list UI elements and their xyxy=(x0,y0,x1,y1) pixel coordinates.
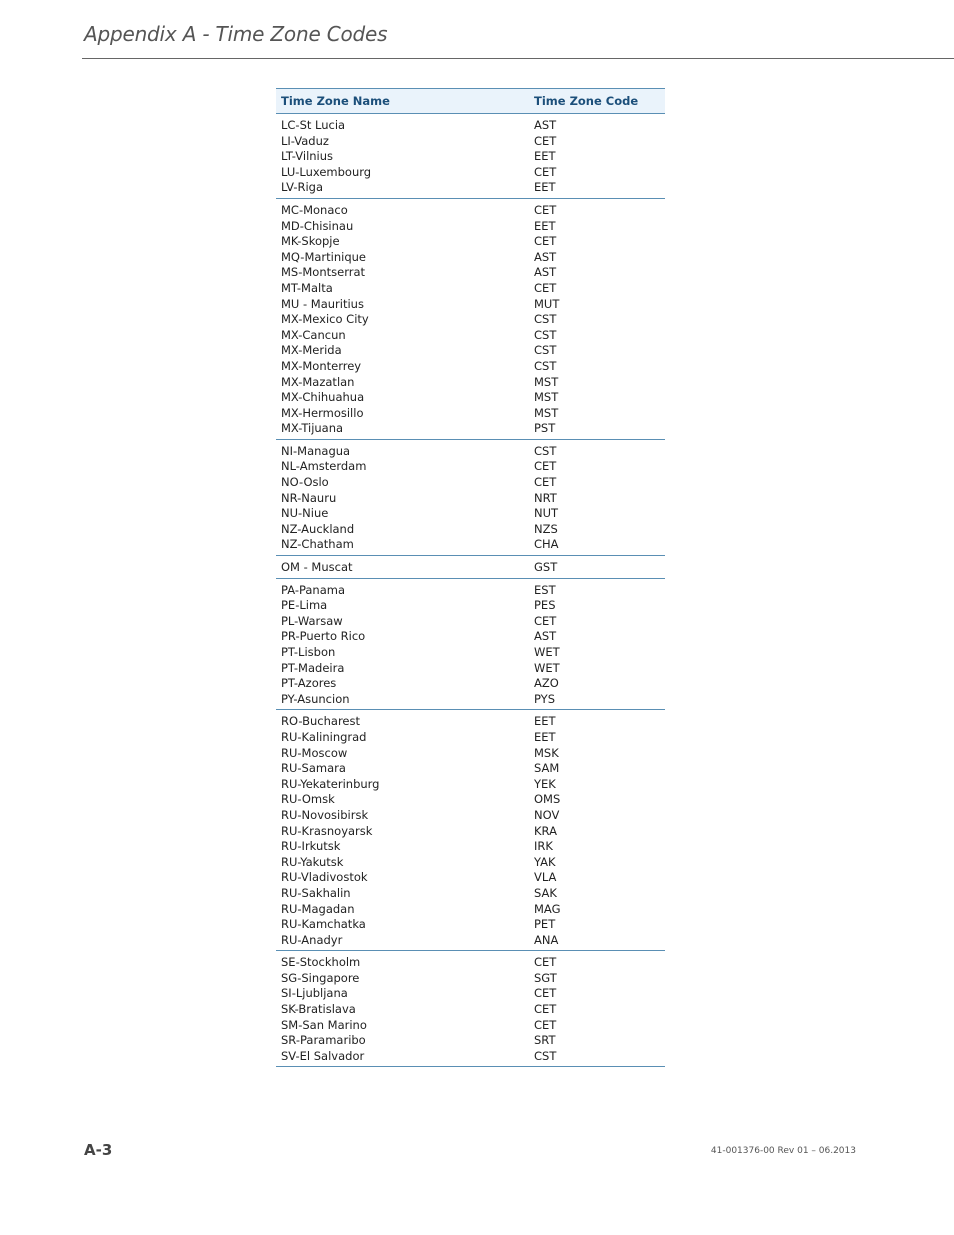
time-zone-code-cell: AST xyxy=(534,265,557,280)
time-zone-name-cell: LC-St Lucia xyxy=(281,118,346,132)
time-zone-name-cell: LI-Vaduz xyxy=(281,133,329,148)
time-zone-name-cell: RU-Anadyr xyxy=(281,932,343,947)
time-zone-name-cell: PT-Azores xyxy=(281,676,337,691)
time-zone-code-cell: CET xyxy=(534,955,557,970)
table-row xyxy=(276,444,665,460)
table-row xyxy=(276,203,665,219)
table-row xyxy=(276,149,665,165)
time-zone-name-cell: NI-Managua xyxy=(281,443,351,458)
time-zone-name-cell: MU - Mauritius xyxy=(281,296,364,311)
page-title: Appendix A - Time Zone Codes xyxy=(84,22,388,46)
table-row xyxy=(276,537,665,553)
time-zone-name-cell: MX-Merida xyxy=(281,343,342,358)
time-zone-code-cell: CET xyxy=(534,986,557,1001)
time-zone-code-cell: KRA xyxy=(534,823,557,838)
table-row xyxy=(276,219,665,235)
time-zone-code-cell: WET xyxy=(534,660,560,675)
time-zone-code-cell: EET xyxy=(534,714,556,729)
time-zone-name-cell: MX-Cancun xyxy=(281,327,346,342)
time-zone-name-cell: NL-Amsterdam xyxy=(281,459,367,474)
table-header-row xyxy=(276,88,665,114)
table-row xyxy=(276,312,665,328)
table-row xyxy=(276,955,665,971)
time-zone-name-cell: LU-Luxembourg xyxy=(281,164,372,179)
time-zone-name-cell: RU-Irkutsk xyxy=(281,839,341,854)
column-header-name: Time Zone Name xyxy=(281,94,390,108)
table-row xyxy=(276,297,665,313)
table-row xyxy=(276,343,665,359)
time-zone-code-cell: NRT xyxy=(534,490,557,505)
time-zone-name-cell: PT-Lisbon xyxy=(281,645,336,659)
time-zone-code-cell: CST xyxy=(534,327,557,342)
time-zone-name-cell: PR-Puerto Rico xyxy=(281,629,366,644)
table-row xyxy=(276,1002,665,1018)
time-zone-code-cell: CET xyxy=(534,613,557,628)
time-zone-name-cell: RU-Vladivostok xyxy=(281,870,368,885)
time-zone-name-cell: NR-Nauru xyxy=(281,490,337,505)
time-zone-code-cell: CET xyxy=(534,234,557,249)
table-row-group xyxy=(276,556,665,579)
time-zone-name-cell: RO-Bucharest xyxy=(281,714,360,729)
time-zone-code-cell: PES xyxy=(534,598,556,613)
table-row xyxy=(276,180,665,196)
table-row xyxy=(276,390,665,406)
time-zone-code-cell: CST xyxy=(534,312,557,327)
table-row-group xyxy=(276,114,665,199)
time-zone-name-cell: RU-Moscow xyxy=(281,745,348,760)
time-zone-code-cell: CST xyxy=(534,358,557,373)
time-zone-name-cell: SE-Stockholm xyxy=(281,955,361,970)
time-zone-code-cell: CHA xyxy=(534,537,559,552)
time-zone-code-cell: EET xyxy=(534,180,556,195)
table-row xyxy=(276,234,665,250)
table-row xyxy=(276,839,665,855)
time-zone-name-cell: MC-Monaco xyxy=(281,202,348,217)
table-row xyxy=(276,777,665,793)
table-row xyxy=(276,933,665,949)
time-zone-code-cell: CET xyxy=(534,133,557,148)
time-zone-name-cell: SV-El Salvador xyxy=(281,1048,365,1063)
time-zone-code-cell: MST xyxy=(534,374,559,389)
time-zone-name-cell: PL-Warsaw xyxy=(281,613,343,628)
time-zone-code-cell: MUT xyxy=(534,296,560,311)
table-row xyxy=(276,1049,665,1065)
table-row xyxy=(276,855,665,871)
table-row xyxy=(276,714,665,730)
table-row-group xyxy=(276,710,665,951)
time-zone-code-cell: CET xyxy=(534,459,557,474)
time-zone-code-cell: AZO xyxy=(534,676,559,691)
table-row xyxy=(276,459,665,475)
time-zone-code-cell: CST xyxy=(534,343,557,358)
table-row xyxy=(276,661,665,677)
table-row xyxy=(276,614,665,630)
table-body xyxy=(276,114,665,1067)
table-row xyxy=(276,560,665,576)
time-zone-name-cell: SK-Bratislava xyxy=(281,1002,356,1017)
time-zone-code-cell: PST xyxy=(534,421,556,436)
time-zone-code-cell: PYS xyxy=(534,691,556,706)
table-row xyxy=(276,1033,665,1049)
time-zone-code-cell: WET xyxy=(534,645,560,659)
table-row xyxy=(276,792,665,808)
time-zone-name-cell: OM - Muscat xyxy=(281,560,353,575)
table-row xyxy=(276,506,665,522)
time-zone-code-cell: CST xyxy=(534,1048,557,1063)
table-row xyxy=(276,134,665,150)
table-row-group xyxy=(276,199,665,440)
table-row xyxy=(276,359,665,375)
time-zone-name-cell: RU-Samara xyxy=(281,761,346,776)
table-row xyxy=(276,824,665,840)
time-zone-name-cell: MT-Malta xyxy=(281,280,333,295)
page-number: A-3 xyxy=(84,1141,113,1159)
time-zone-code-cell: NZS xyxy=(534,521,558,536)
time-zone-code-cell: CET xyxy=(534,1002,557,1017)
table-row xyxy=(276,475,665,491)
time-zone-code-cell: SGT xyxy=(534,970,557,985)
time-zone-name-cell: RU-Omsk xyxy=(281,792,335,807)
time-zone-name-cell: MX-Mexico City xyxy=(281,312,369,327)
time-zone-name-cell: PY-Asuncion xyxy=(281,691,350,706)
table-row-group xyxy=(276,579,665,711)
table-row xyxy=(276,808,665,824)
time-zone-code-cell: CET xyxy=(534,280,557,295)
time-zone-name-cell: NO-Oslo xyxy=(281,475,329,490)
time-zone-code-cell: AST xyxy=(534,118,557,132)
time-zone-name-cell: PA-Panama xyxy=(281,582,346,597)
table-row-group xyxy=(276,951,665,1067)
time-zone-name-cell: MX-Mazatlan xyxy=(281,374,355,389)
time-zone-code-cell: EET xyxy=(534,729,556,744)
table-row xyxy=(276,250,665,266)
table-row xyxy=(276,917,665,933)
time-zone-code-cell: SRT xyxy=(534,1033,556,1048)
table-row xyxy=(276,406,665,422)
table-row xyxy=(276,746,665,762)
table-row xyxy=(276,986,665,1002)
table-row xyxy=(276,165,665,181)
time-zone-code-cell: ANA xyxy=(534,932,559,947)
table-row xyxy=(276,328,665,344)
document-id: 41-001376-00 Rev 01 – 06.2013 xyxy=(710,1146,856,1156)
time-zone-code-cell: AST xyxy=(534,629,557,644)
time-zone-name-cell: PE-Lima xyxy=(281,598,328,613)
time-zone-code-cell: EST xyxy=(534,582,556,597)
time-zone-code-cell: CET xyxy=(534,202,557,217)
time-zone-code-cell: GST xyxy=(534,560,558,575)
time-zone-name-cell: PT-Madeira xyxy=(281,660,345,675)
table-row xyxy=(276,598,665,614)
time-zone-code-cell: MSK xyxy=(534,745,559,760)
time-zone-name-cell: SM-San Marino xyxy=(281,1017,367,1032)
time-zone-name-cell: LT-Vilnius xyxy=(281,149,334,164)
time-zone-code-cell: AST xyxy=(534,249,557,264)
table-row xyxy=(276,583,665,599)
table-row xyxy=(276,870,665,886)
time-zone-name-cell: RU-Sakhalin xyxy=(281,885,351,900)
time-zone-name-cell: RU-Kaliningrad xyxy=(281,729,367,744)
time-zone-code-cell: NUT xyxy=(534,506,559,521)
table-row xyxy=(276,886,665,902)
time-zone-code-cell: SAK xyxy=(534,885,557,900)
time-zone-name-cell: MS-Montserrat xyxy=(281,265,366,280)
time-zone-code-cell: MAG xyxy=(534,901,561,916)
time-zone-code-cell: CET xyxy=(534,475,557,490)
time-zone-name-cell: MX-Tijuana xyxy=(281,421,344,436)
table-row xyxy=(276,692,665,708)
table-row xyxy=(276,491,665,507)
time-zone-name-cell: MQ-Martinique xyxy=(281,249,366,264)
table-row xyxy=(276,971,665,987)
time-zone-code-cell: OMS xyxy=(534,792,561,807)
table-row xyxy=(276,629,665,645)
time-zone-code-cell: IRK xyxy=(534,839,553,854)
table-row xyxy=(276,676,665,692)
time-zone-code-cell: MST xyxy=(534,405,559,420)
table-row xyxy=(276,761,665,777)
time-zone-code-cell: YEK xyxy=(534,776,556,791)
time-zone-name-cell: RU-Yekaterinburg xyxy=(281,776,380,791)
time-zone-code-cell: VLA xyxy=(534,870,557,885)
time-zone-code-cell: CET xyxy=(534,164,557,179)
table-row xyxy=(276,265,665,281)
time-zone-name-cell: MK-Skopje xyxy=(281,234,340,249)
time-zone-name-cell: LV-Riga xyxy=(281,180,324,195)
time-zone-code-cell: CET xyxy=(534,1017,557,1032)
time-zone-name-cell: RU-Krasnoyarsk xyxy=(281,823,373,838)
table-row xyxy=(276,730,665,746)
time-zone-name-cell: SI-Ljubljana xyxy=(281,986,348,1001)
table-row xyxy=(276,902,665,918)
time-zone-name-cell: MX-Chihuahua xyxy=(281,390,365,405)
column-header-code: Time Zone Code xyxy=(534,94,639,108)
time-zone-code-cell: EET xyxy=(534,149,556,164)
time-zone-name-cell: NZ-Chatham xyxy=(281,537,354,552)
table-row xyxy=(276,118,665,134)
time-zone-code-cell: NOV xyxy=(534,807,560,822)
time-zone-name-cell: RU-Magadan xyxy=(281,901,355,916)
time-zone-code-cell: EET xyxy=(534,218,556,233)
time-zone-name-cell: RU-Novosibirsk xyxy=(281,807,369,822)
table-row xyxy=(276,1018,665,1034)
time-zone-name-cell: MD-Chisinau xyxy=(281,218,354,233)
time-zone-name-cell: SG-Singapore xyxy=(281,970,360,985)
time-zone-name-cell: RU-Kamchatka xyxy=(281,917,366,932)
time-zone-name-cell: SR-Paramaribo xyxy=(281,1033,366,1048)
time-zone-name-cell: RU-Yakutsk xyxy=(281,854,344,869)
table-row xyxy=(276,421,665,437)
time-zone-code-cell: MST xyxy=(534,390,559,405)
time-zone-name-cell: NZ-Auckland xyxy=(281,521,355,536)
time-zone-name-cell: MX-Hermosillo xyxy=(281,405,364,420)
time-zone-code-cell: PET xyxy=(534,917,556,932)
time-zone-code-cell: CST xyxy=(534,443,557,458)
time-zone-code-cell: SAM xyxy=(534,761,560,776)
table-row xyxy=(276,375,665,391)
title-divider xyxy=(82,58,954,59)
time-zone-table xyxy=(276,88,665,1067)
table-row xyxy=(276,281,665,297)
table-row xyxy=(276,522,665,538)
time-zone-name-cell: MX-Monterrey xyxy=(281,358,362,373)
table-row xyxy=(276,645,665,661)
time-zone-code-cell: YAK xyxy=(534,854,556,869)
time-zone-name-cell: NU-Niue xyxy=(281,506,329,521)
table-row-group xyxy=(276,440,665,556)
